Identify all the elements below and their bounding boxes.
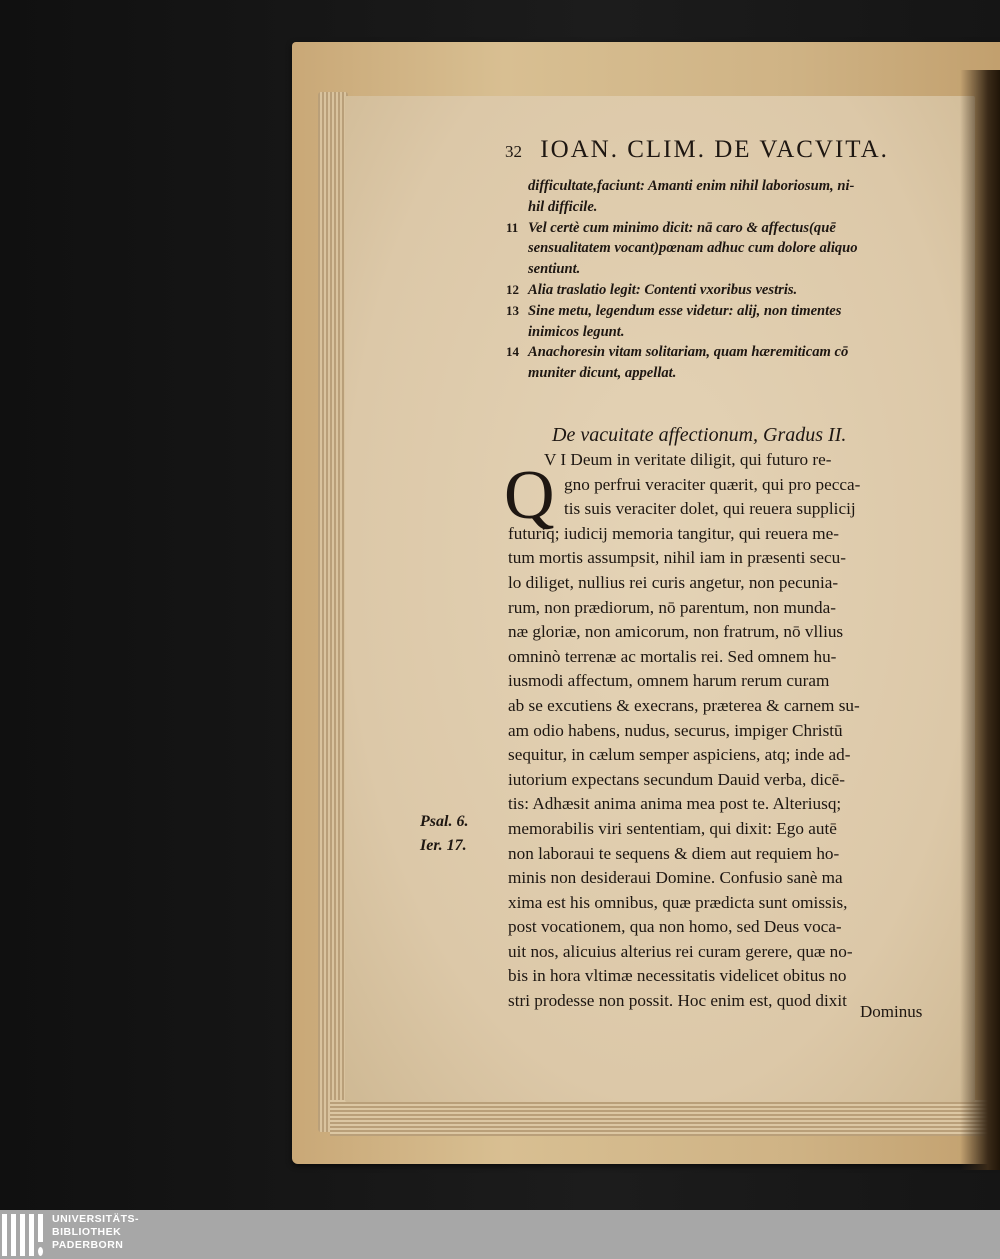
body-line: non laboraui te sequens & diem aut requiem ho-	[508, 843, 840, 863]
body-line: gno perfrui veraciter quærit, qui pro pecca-	[564, 474, 861, 494]
note-line: sensualitatem vocant)pœnam adhuc cum dolore aliquo	[528, 240, 858, 257]
body-line: post vocationem, qua non homo, sed Deus voca-	[508, 917, 842, 937]
drop-cap-initial: Q	[504, 457, 555, 534]
margin-references	[420, 810, 468, 858]
page-bottom-edges	[330, 1100, 1000, 1136]
page-edges	[318, 92, 348, 1132]
note-line: sentiunt.	[528, 261, 581, 278]
body-line: futuriq; iudicij memoria tangitur, qui reuera me-	[508, 523, 840, 543]
body-text	[508, 448, 860, 1014]
body-line: sequitur, in cælum semper aspiciens, atq; inde ad-	[508, 745, 851, 765]
body-line: uit nos, alicuius alterius rei curam gerere, quæ no-	[508, 941, 853, 961]
notes-block	[506, 176, 858, 384]
body-line: memorabilis viri sententiam, qui dixit: Ego autē	[508, 818, 837, 838]
library-logo-icon	[2, 1214, 46, 1256]
body-line: iusmodi affectum, omnem harum rerum curam	[508, 671, 830, 691]
body-line: iutorium expectans secundum Dauid verba, dicē-	[508, 769, 845, 789]
section-heading: De vacuitate affectionum, Gradus II.	[552, 424, 847, 446]
note-line: 14 Anachoresin vitam solitariam, quam hæremiticam cō	[506, 344, 849, 361]
body-line: bis in hora vltimæ necessitatis videlicet obitus no	[508, 966, 847, 986]
body-line: ab se excutiens & execrans, præterea & carnem su-	[508, 695, 860, 715]
note-line: inimicos legunt.	[528, 323, 625, 340]
body-line: næ gloriæ, non amicorum, non fratrum, nō vllius	[508, 622, 844, 642]
body-line: rum, non prædiorum, nō parentum, non munda-	[508, 597, 836, 617]
margin-ref-jeremiah: Ier. 17.	[420, 837, 467, 854]
library-name: UNIVERSITÄTS- BIBLIOTHEK PADERBORN	[52, 1213, 140, 1251]
body-line: tis suis veraciter dolet, qui reuera supplicij	[564, 499, 856, 519]
body-line: minis non desideraui Domine. Confusio sanè ma	[508, 868, 843, 888]
body-line: tis: Adhæsit anima anima mea post te. Alteriusq;	[508, 794, 842, 814]
note-line: 13 Sine metu, legendum esse videtur: alij, non timentes	[506, 302, 842, 319]
margin-ref-psalm: Psal. 6.	[420, 813, 469, 830]
body-line: am odio habens, nudus, securus, impiger Christū	[508, 720, 843, 740]
body-line: tum mortis assumpsit, nihil iam in præsenti secu-	[508, 548, 847, 568]
note-line: 11 Vel certè cum minimo dicit: nā caro & affectus(quē	[506, 219, 836, 236]
body-line: lo diliget, nullius rei curis angetur, non pecunia-	[508, 572, 839, 592]
note-line: 12 Alia traslatio legit: Contenti vxoribus vestris.	[506, 281, 798, 298]
body-line: omninò terrenæ ac mortalis rei. Sed omnem hu-	[508, 646, 837, 666]
running-title: IOAN. CLIM. DE VACVITA.	[540, 136, 889, 163]
library-footer	[0, 1210, 1000, 1259]
note-line: muniter dicunt, appellat.	[528, 365, 677, 382]
note-line: hil difficile.	[528, 198, 598, 215]
binding-gutter	[960, 70, 1000, 1170]
catchword: Dominus	[860, 1002, 923, 1021]
body-line: V I Deum in veritate diligit, qui futuro re-	[544, 450, 832, 469]
note-line: difficultate,faciunt: Amanti enim nihil laboriosum, ni-	[528, 178, 855, 194]
page-number: 32	[505, 142, 522, 161]
body-line: stri prodesse non possit. Hoc enim est, quod dixit	[508, 991, 847, 1011]
body-line: xima est his omnibus, quæ prædicta sunt omissis,	[508, 892, 848, 912]
running-header	[505, 136, 889, 164]
